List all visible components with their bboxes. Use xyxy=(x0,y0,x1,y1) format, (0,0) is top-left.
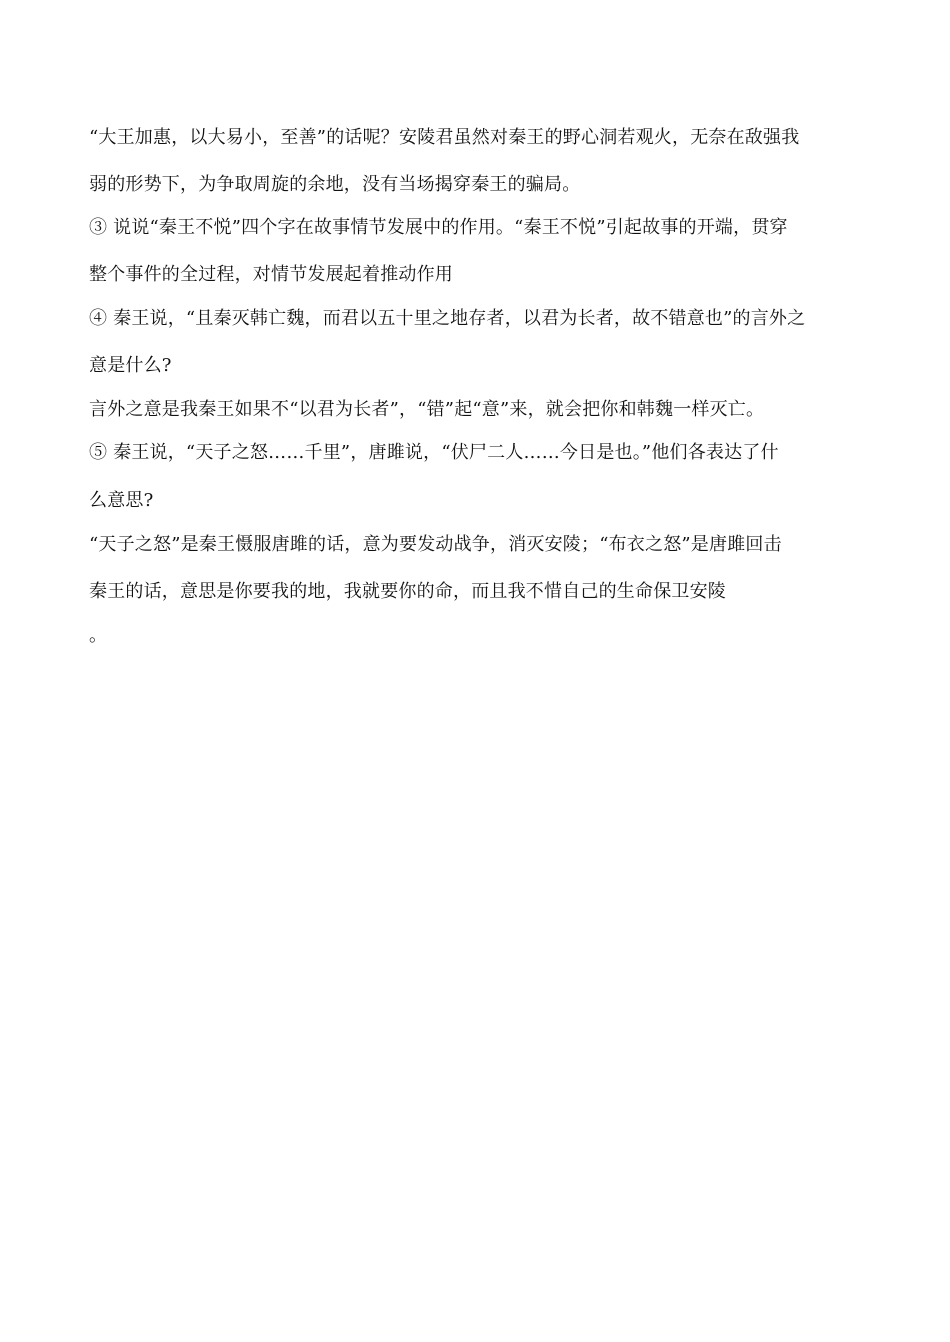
question-line: ④ 秦王说，“且秦灭韩亡魏，而君以五十里之地存者，以君为长者，故不错意也”的言外之 xyxy=(89,308,806,329)
paragraph-line: 弱的形势下，为争取周旋的余地，没有当场揭穿秦王的骗局。 xyxy=(89,174,581,195)
question-line: 么意思? xyxy=(89,490,154,511)
answer-line: “天子之怒”是秦王慑服唐雎的话，意为要发动战争，消灭安陵；“布衣之怒”是唐雎回击 xyxy=(89,534,782,555)
paragraph-line: “大王加惠，以大易小，至善”的话呢？安陵君虽然对秦王的野心洞若观火，无奈在敌强我 xyxy=(89,127,800,148)
answer-line: 整个事件的全过程，对情节发展起着推动作用 xyxy=(89,264,453,285)
question-line: ③ 说说“秦王不悦”四个字在故事情节发展中的作用。“秦王不悦”引起故事的开端，贯穿 xyxy=(89,217,788,238)
question-line: 意是什么? xyxy=(89,355,172,376)
answer-line: 秦王的话，意思是你要我的地，我就要你的命，而且我不惜自己的生命保卫安陵 xyxy=(89,581,726,602)
question-line: ⑤ 秦王说，“天子之怒……千里”，唐雎说，“伏尸二人……今日是也。”他们各表达了什 xyxy=(89,442,779,463)
answer-line: 言外之意是我秦王如果不“以君为长者”，“错”起“意”来，就会把你和韩魏一样灭亡。 xyxy=(89,399,765,420)
answer-line: 。 xyxy=(89,625,108,646)
